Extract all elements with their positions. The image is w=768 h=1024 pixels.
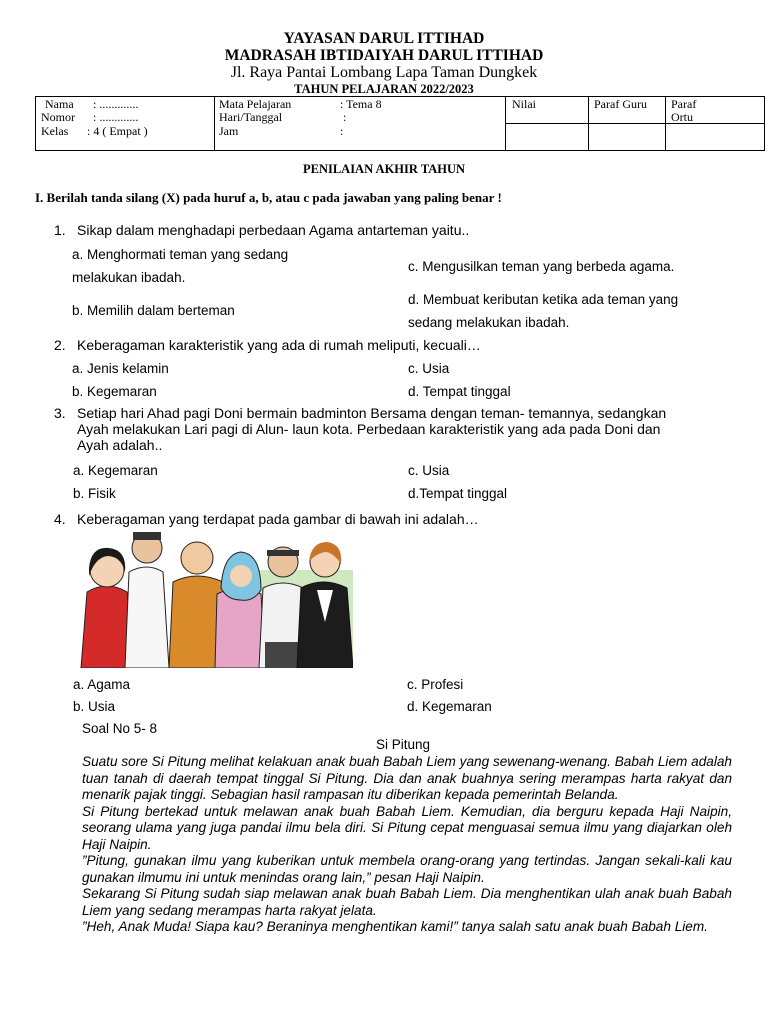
nama-value[interactable]: : ............. (93, 97, 139, 111)
story-paragraph-5: ”Heh, Anak Muda! Siapa kau? Beraninya menghentikan kami!” tanya salah satu anak buah Babah Liem. (82, 919, 708, 934)
mapel-value: : Tema 8 (340, 97, 382, 111)
story-paragraph-3: ”Pitung, gunakan ilmu yang kuberikan untuk membela orang-orang yang tertindas. Jangan sekali-kali kau gunakan ilmumu ini untuk menindas orang lain,” pesan Haji Naipin. (82, 853, 732, 885)
jam-value[interactable]: : (340, 124, 344, 138)
story-paragraph-1: Suatu sore Si Pitung melihat kelakuan anak buah Babah Liem yang sewenang-wenang. Babah Liem adalah tuan tanah di daerah tempat tinggal Si Pitung. Dia dan anak buahnya sering merampas harta rakyat dan menarik pajak tinggi. Sebagian hasil rampasan itu diberikan kepada pemerintah Belanda. (82, 754, 732, 802)
q1-option-c[interactable]: c. Mengusilkan teman yang berbeda agama. (408, 259, 675, 274)
story-paragraph-4: Sekarang Si Pitung sudah siap melawan anak buah Babah Liem. Dia menghentikan ulah anak buah Babah Liem yang sedang merampas harta rakyat jelata. (82, 886, 732, 918)
hari-value[interactable]: : (343, 110, 347, 124)
foundation-name: YAYASAN DARUL ITTIHAD (283, 30, 485, 47)
q4-option-d[interactable]: d. Kegemaran (407, 699, 492, 714)
story-title: Si Pitung (376, 737, 431, 752)
q3-text-line2: Ayah melakukan Lari pagi di Alun- laun kota. Perbedaan karakteristik yang ada pada Doni dan (77, 421, 661, 437)
q3-option-b[interactable]: b. Fisik (73, 486, 116, 501)
nomor-label: Nomor (41, 110, 75, 124)
person-hijab (215, 552, 265, 668)
nomor-value[interactable]: : ............. (93, 110, 139, 124)
q3-number: 3. (54, 405, 66, 421)
paraf-ortu-label: Paraf (671, 97, 697, 111)
q2-number: 2. (54, 337, 66, 353)
q1-option-a-cont: melakukan ibadah. (72, 270, 186, 285)
instruction: I. Berilah tanda silang (X) pada huruf a, b, atau c pada jawaban yang paling benar ! (35, 190, 502, 205)
q4-option-b[interactable]: b. Usia (73, 699, 116, 714)
q1-option-a[interactable]: a. Menghormati teman yang sedang (72, 247, 289, 262)
q3-text-line1: Setiap hari Ahad pagi Doni bermain badminton Bersama dengan teman- temannya, sedangkan (77, 405, 667, 421)
story-paragraph-2: Si Pitung bertekad untuk melawan anak buah Babah Liem. Kemudian, dia berguru kepada Haji Naipin, seorang ulama yang juga pandai ilmu bela diri. Si Pitung cepat menguasai semua ilmu yang diajarkan oleh Haji Naipin. (82, 803, 732, 852)
q2-option-b[interactable]: b. Kegemaran (72, 384, 157, 399)
q1-number: 1. (54, 222, 66, 238)
q4-option-c[interactable]: c. Profesi (407, 677, 464, 692)
nama-label: Nama (45, 97, 74, 111)
q2-option-a[interactable]: a. Jenis kelamin (72, 361, 169, 376)
q4-text: Keberagaman yang terdapat pada gambar di bawah ini adalah… (77, 511, 479, 527)
q2-option-c[interactable]: c. Usia (408, 361, 450, 376)
academic-year: TAHUN PELAJARAN 2022/2023 (294, 82, 474, 96)
person-black-robe (297, 542, 353, 668)
paraf-guru-label: Paraf Guru (594, 97, 647, 111)
kelas-label: Kelas (41, 124, 69, 138)
exam-title: PENILAIAN AKHIR TAHUN (302, 162, 466, 176)
q1-text: Sikap dalam menghadapi perbedaan Agama antarteman yaitu.. (77, 222, 470, 238)
q3-option-a[interactable]: a. Kegemaran (73, 463, 158, 478)
diversity-illustration (77, 532, 353, 668)
school-name: MADRASAH IBTIDAIYAH DARUL ITTIHAD (224, 47, 544, 64)
story-body (82, 754, 732, 936)
jam-label: Jam (219, 124, 239, 138)
mapel-label: Mata Pelajaran (219, 97, 292, 111)
q4-option-a[interactable]: a. Agama (73, 677, 131, 692)
section-label: Soal No 5- 8 (82, 721, 158, 736)
q1-option-d-cont: sedang melakukan ibadah. (408, 315, 570, 330)
q2-option-d[interactable]: d. Tempat tinggal (408, 384, 511, 399)
q2-text: Keberagaman karakteristik yang ada di rumah meliputi, kecuali… (77, 337, 481, 353)
kelas-value: : 4 ( Empat ) (87, 124, 148, 138)
nilai-label: Nilai (512, 97, 536, 111)
paraf-ortu-label-2: Ortu (671, 110, 693, 124)
info-table (35, 96, 765, 151)
q1-option-d[interactable]: d. Membuat keributan ketika ada teman yang (408, 292, 679, 307)
hari-label: Hari/Tanggal (219, 110, 283, 124)
school-address: Jl. Raya Pantai Lombang Lapa Taman Dungkek (230, 64, 538, 81)
q4-number: 4. (54, 511, 66, 527)
person-white-robe (125, 532, 169, 668)
q1-option-b[interactable]: b. Memilih dalam berteman (72, 303, 235, 318)
q3-option-c[interactable]: c. Usia (408, 463, 450, 478)
q3-text-line3: Ayah adalah.. (77, 437, 163, 453)
q3-option-d[interactable]: d.Tempat tinggal (408, 486, 508, 501)
